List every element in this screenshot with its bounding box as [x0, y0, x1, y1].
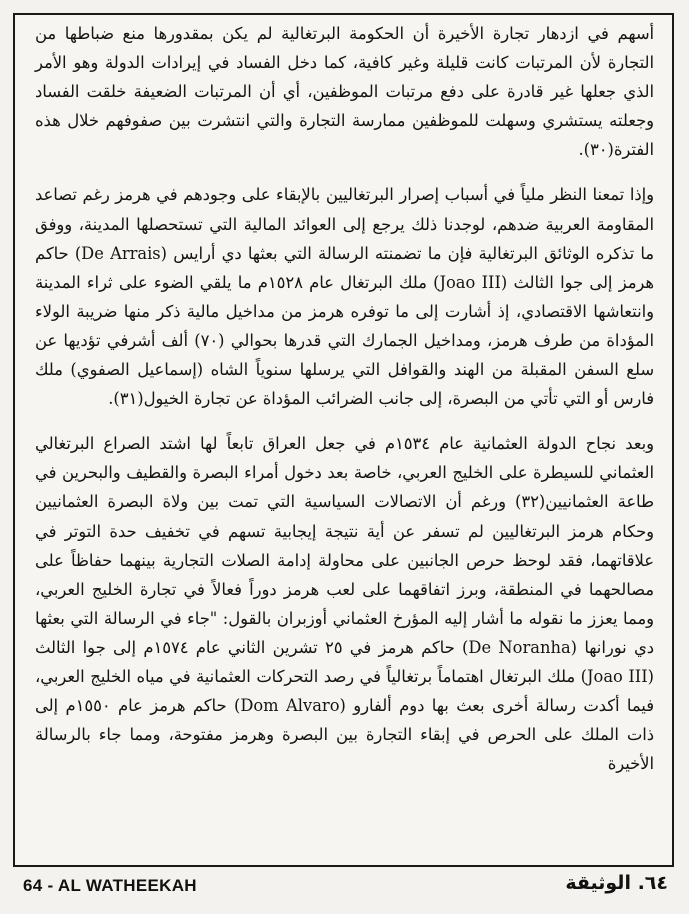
- footer-page-number-arabic: ٦٤. الوثيقة: [565, 872, 668, 894]
- page-frame: [13, 13, 674, 867]
- footer-page-number-latin: 64 - AL WATHEEKAH: [23, 876, 197, 895]
- article-body: [35, 19, 654, 778]
- paragraph-3: وبعد نجاح الدولة العثمانية عام ١٥٣٤م في جعل العراق تابعاً لها اشتد الصراع البرتغالي العثماني للسيطرة على الخليج العربي، خاصة بعد دخول أمراء البصرة والقطيف والبحرين في طاعة العثمانيين(٣٢) ورغم أن الاتصالات السياسية التي تمت بين ولاة البصرة العثمانيين وحكام هرمز البرتغاليين لم تسفر عن أية نتيجة إيجابية تسهم في تخفيف حدة التوتر في علاقاتهما، فقد لوحظ حرص الجانبين على محاولة إدامة الصلات التجارية بينهما حفاظاً على مصالحهما في المنطقة، وبرز اتفاقهما على لعب هرمز دوراً فعالاً في تجارة الخليج العربي، ومما يعزز ما نقوله ما أشار إليه المؤرخ العثماني أوزبران بالقول: "جاء في الرسالة التي بعثها دي نورانها (De Noranha) حاكم هرمز في ٢٥ تشرين الثاني عام ١٥٧٤م إلى جوا الثالث (Joao III) ملك البرتغال اهتماماً برتغالياً في رصد التحركات العثمانية في مياه الخليج العربي، فيما أكدت رسالة أخرى بعث بها دوم ألفارو (Dom Alvaro) حاكم هرمز عام ١٥٥٠م إلى ذات الملك على الحرص في إبقاء التجارة بين البصرة وهرمز مفتوحة، ومما جاء بالرسالة الأخيرة: [35, 434, 654, 774]
- paragraph-2: وإذا تمعنا النظر ملياً في أسباب إصرار البرتغاليين بالإبقاء على وجودهم في هرمز رغم تصاعد المقاومة العربية ضدهم، لوجدنا ذلك يرجع إلى العوائد المالية التي تستحصلها المدينة، ووفق ما تذكره الوثائق البرتغالية فإن ما تضمنته الرسالة التي بعثها دي أرايس (De Arrais) حاكم هرمز إلى جوا الثالث (Joao III) ملك البرتغال عام ١٥٢٨م ما يلقي الضوء على ثراء المدينة وانتعاشها الاقتصادي، إذ أشارت إلى ما توفره هرمز من مداخيل مالية ذكر منها ضريبة الولاء المؤداة من طرف هرمز، ومداخيل الجمارك التي قدرها بحوالي (٧٠) ألف أشرفي تؤديها عن سلع السفن المقبلة من الهند والقوافل التي يرسلها سنوياً الشاه (إسماعيل الصفوي) ملك فارس أو التي تأتي من البصرة، إلى جانب الضرائب المؤداة عن تجارة الخيول(٣١).: [35, 185, 655, 409]
- paragraph-1: أسهم في ازدهار تجارة الأخيرة أن الحكومة البرتغالية لم يكن بمقدورها منع ضباطها من التجارة لأن المرتبات كانت قليلة وغير كافية، كما دخل الفساد في إيرادات الدولة وهو الأمر الذي جعلها غير قادرة على دفع مرتبات الموظفين، أي أن المرتبات الضعيفة خلقت الفساد وجعلته يستشري وسهلت للموظفين ممارسة التجارة والتي انتشرت بين صفوفهم خلال هذه الفترة(٣٠).: [35, 24, 654, 160]
- page-footer: [13, 870, 674, 906]
